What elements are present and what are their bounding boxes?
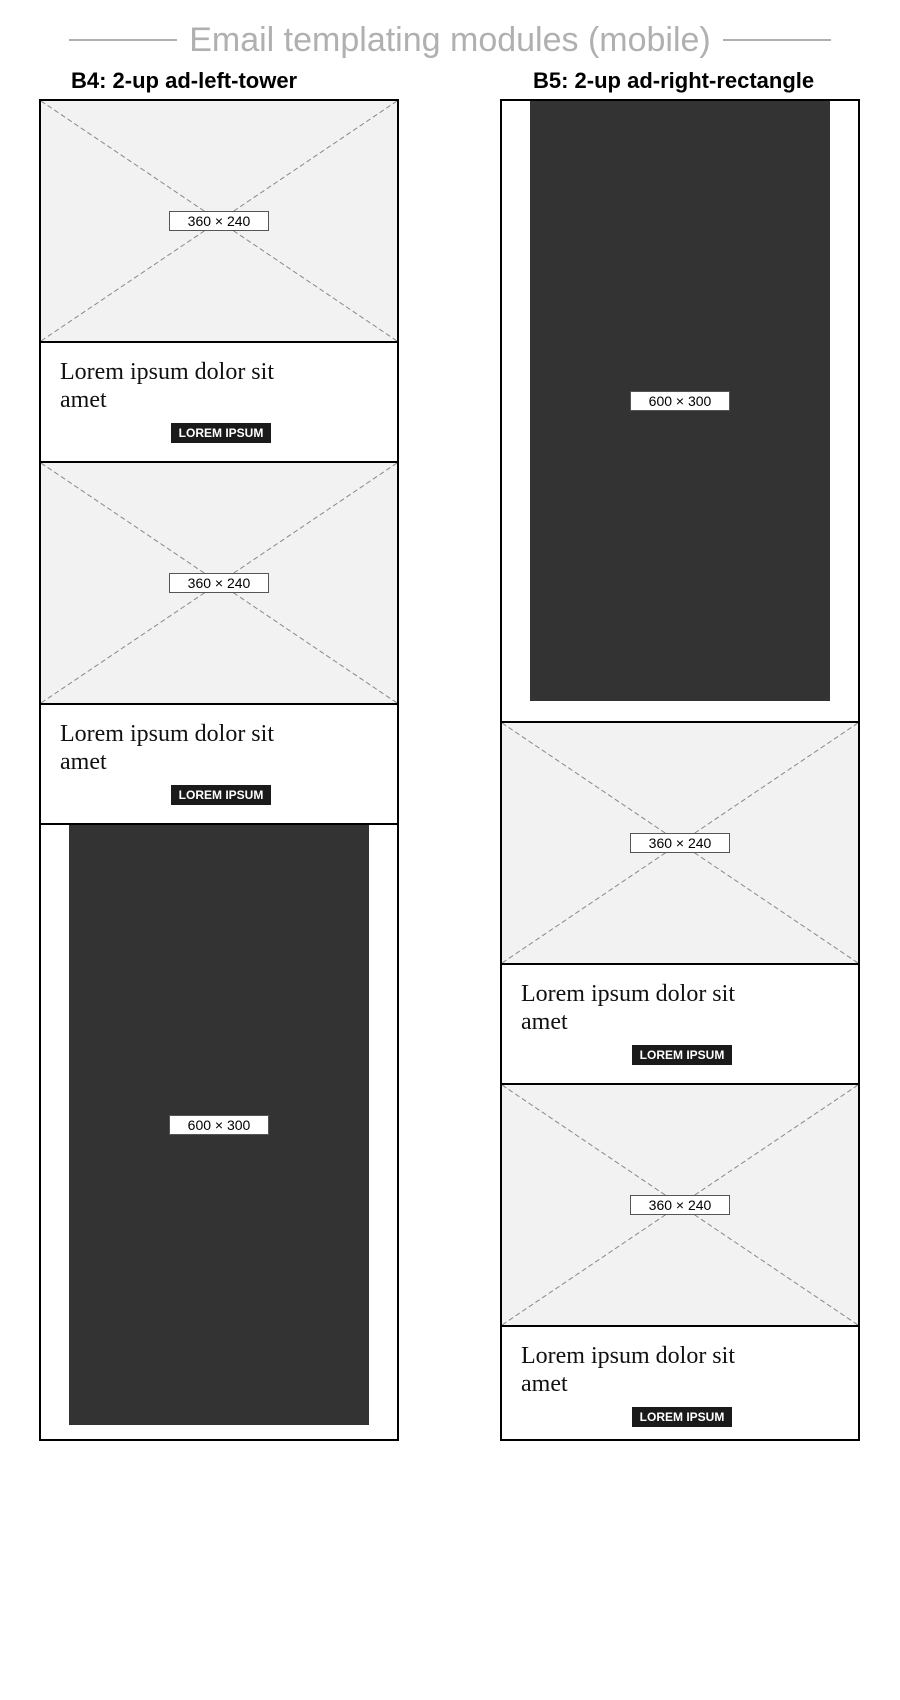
ad-dimensions-label: 600 × 300 [630, 391, 730, 411]
headline: Lorem ipsum dolor sit amet [521, 1343, 735, 1397]
image-placeholder [41, 463, 397, 703]
image-dimensions-label: 360 × 240 [169, 211, 269, 231]
cta-button[interactable]: LOREM IPSUM [171, 423, 271, 443]
image-placeholder [41, 101, 397, 341]
text-block [502, 965, 858, 1083]
title-left-rule [69, 39, 177, 41]
cta-button[interactable]: LOREM IPSUM [632, 1045, 732, 1065]
cta-button[interactable]: LOREM IPSUM [171, 785, 271, 805]
image-placeholder [502, 723, 858, 963]
ad-tower [69, 825, 369, 1425]
headline: Lorem ipsum dolor sit amet [60, 359, 274, 413]
ad-rectangle [530, 101, 830, 701]
image-dimensions-label: 360 × 240 [169, 573, 269, 593]
headline: Lorem ipsum dolor sit amet [60, 721, 274, 775]
left-column-title: B4: 2-up ad-left-tower [71, 68, 298, 93]
text-block [41, 705, 397, 823]
image-dimensions-label: 360 × 240 [630, 1195, 730, 1215]
title-right-rule [723, 39, 831, 41]
ad-dimensions-label: 600 × 300 [169, 1115, 269, 1135]
text-block [41, 343, 397, 461]
page-title [0, 18, 900, 62]
headline: Lorem ipsum dolor sit amet [521, 981, 735, 1035]
image-placeholder [502, 1085, 858, 1325]
cta-button[interactable]: LOREM IPSUM [632, 1407, 732, 1427]
right-column-title: B5: 2-up ad-right-rectangle [533, 68, 815, 93]
page-title-text: Email templating modules (mobile) [189, 21, 711, 59]
module-b4 [39, 99, 399, 1441]
image-dimensions-label: 360 × 240 [630, 833, 730, 853]
module-b5 [500, 99, 860, 1441]
text-block [502, 1327, 858, 1445]
